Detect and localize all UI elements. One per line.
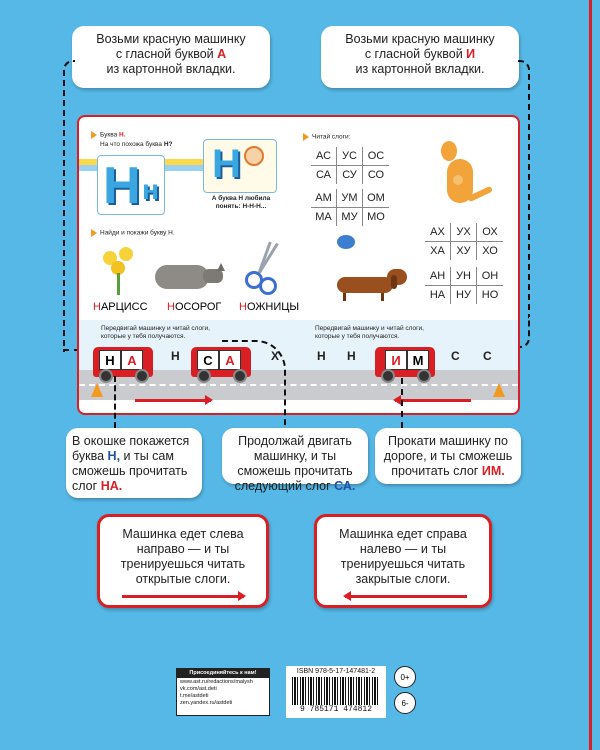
syllable-grid-c: АХ УХ ОХ ХА ХУ ХО	[425, 223, 503, 260]
road-letter: Н	[317, 349, 326, 363]
picture-letter: Н	[212, 142, 241, 186]
traffic-cone-icon	[493, 383, 505, 397]
isbn-text: ISBN 978-5-17-147481-2	[296, 668, 376, 675]
kangaroo-image	[427, 135, 491, 215]
daffodil-image	[97, 247, 143, 295]
dashed-connector	[401, 378, 403, 428]
road-letter: С	[483, 349, 492, 363]
word-scissors: НОЖНИЦЫ	[239, 301, 300, 313]
traffic-cone-icon	[91, 383, 103, 397]
truck-window-right: А	[121, 350, 143, 370]
big-lower-letter: н	[142, 174, 159, 205]
social-link[interactable]: zen.yandex.ru/astdeti	[180, 700, 233, 706]
big-letter-card	[97, 155, 165, 215]
truck-window-right: М	[407, 350, 429, 370]
barcode-box	[286, 666, 386, 718]
right-edge-line	[589, 0, 592, 750]
direction-box-right: Машинка едет справа налево — и ты тренируешься читать закрытые слоги.	[314, 514, 492, 608]
road-letter: С	[451, 349, 460, 363]
explanation-bubble-2: Продолжай двигать машинку, и ты сможешь прочитать следующий слог СА.	[222, 428, 368, 484]
road-letter: Н	[171, 349, 180, 363]
explanation-bubble-3: Прокати машинку по дороге, и ты сможешь прочитать слог ИМ.	[375, 428, 521, 484]
instruction-bubble-right	[321, 26, 519, 88]
social-link[interactable]: vk.com/ast.deti	[180, 686, 217, 692]
letter-picture-card	[203, 139, 277, 193]
social-link[interactable]: t.me/astdeti	[180, 693, 209, 699]
road-letter: Х	[271, 349, 280, 363]
picture-caption: А буква Н любила понять: Н-Н-Н...	[211, 195, 271, 210]
arrow-right-icon	[122, 595, 244, 598]
explanation-bubble-1: В окошке покажется буква Н, и ты сам сможешь прочитать слог НА.	[66, 428, 202, 498]
truck-window-left: И	[385, 350, 407, 370]
barcode-digits: 9 785171 474812	[299, 705, 372, 714]
bubble-text: из картонной вкладки.	[355, 62, 485, 76]
bubble-text: с гласной буквой	[364, 47, 463, 61]
social-links-box	[176, 668, 270, 716]
arrow-right-icon	[135, 399, 211, 402]
dashed-connector	[222, 340, 286, 428]
dashed-connector	[63, 60, 75, 352]
dog-image	[331, 265, 417, 305]
arrow-left-icon	[395, 399, 471, 402]
bubble-text: с гласной буквой	[115, 47, 214, 61]
word-narcissus: НАРЦИСС	[93, 301, 148, 313]
age-rating-badge: 0+	[394, 666, 416, 688]
letter-heading: Буква Н.	[91, 131, 126, 140]
instruction-bubble-left	[72, 26, 270, 88]
move-instruction-left: Передвигай машинку и читай слоги, которые у тебя получаются.	[101, 325, 210, 340]
dashed-connector	[114, 376, 116, 428]
big-upper-letter: Н	[103, 157, 141, 215]
truck-window-right: А	[219, 350, 241, 370]
scissors-image	[241, 239, 281, 295]
word-rhino: НОСОРОГ	[167, 301, 222, 313]
truck-na[interactable]	[93, 347, 153, 377]
social-link[interactable]: www.ast.ru/redactions/malysh	[180, 679, 253, 685]
syllable-grid-d: АН УН ОН НА НУ НО	[425, 267, 503, 304]
truck-window-left: Н	[99, 350, 121, 370]
truck-im[interactable]	[375, 347, 435, 377]
bubble-text: Возьми красную машинку	[345, 32, 495, 46]
barcode-icon	[292, 677, 380, 705]
syllable-grid-b: АМ УМ ОМ МА МУ МО	[311, 189, 389, 226]
move-instruction-right: Передвигай машинку и читай слоги, которые у тебя получаются.	[315, 325, 424, 340]
bubble-text: из картонной вкладки.	[106, 62, 236, 76]
direction-box-left: Машинка едет слева направо — и ты тренируешься читать открытые слоги.	[97, 514, 269, 608]
question-text: На что похожа буква Н?	[100, 141, 173, 148]
girl-face-icon	[244, 146, 264, 166]
truck-window-left: С	[197, 350, 219, 370]
bird-image	[337, 235, 355, 249]
social-title: Присоединяйтесь к нам!	[177, 669, 269, 678]
road-letter: Н	[347, 349, 356, 363]
arrow-left-icon	[345, 595, 467, 598]
find-heading: Найди и покажи букву Н.	[91, 229, 175, 238]
vowel-letter: А	[217, 47, 227, 61]
vowel-letter: И	[466, 47, 476, 61]
bubble-text: Возьми красную машинку	[96, 32, 246, 46]
syllable-grid-a: АС УС ОС СА СУ СО	[311, 147, 389, 184]
age-warning-badge: 6-	[394, 692, 416, 714]
book-page-preview	[77, 115, 520, 415]
rhino-image	[151, 257, 223, 295]
read-heading: Читай слоги:	[303, 133, 350, 142]
